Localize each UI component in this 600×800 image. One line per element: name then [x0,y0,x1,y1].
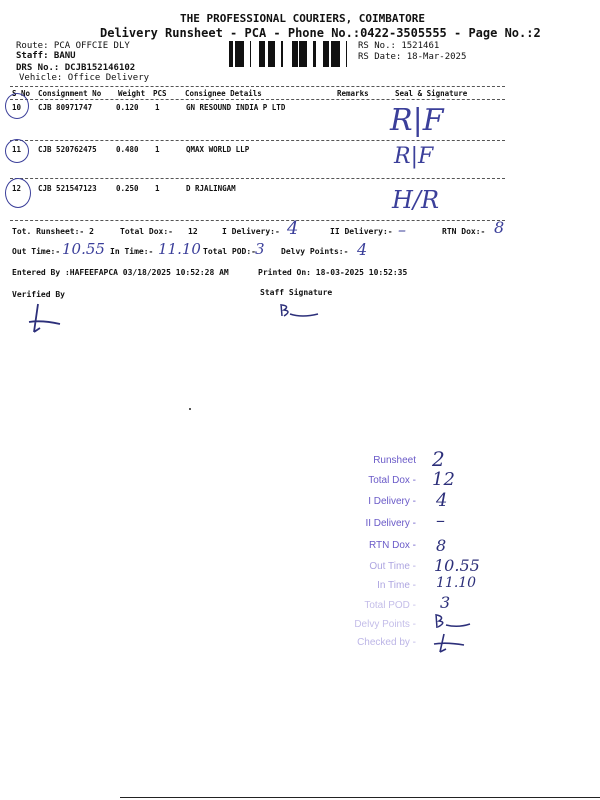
verified-signature-scribble [26,302,66,336]
in-time-handwritten: 11.10 [158,240,201,258]
out-time-handwritten: 10.55 [62,240,105,258]
stamp-label-out-time: Out Time - [369,561,416,572]
col-sno: S No [12,89,31,98]
total-pod-label: Total POD:- [203,247,256,256]
page-bottom-edge [120,797,600,798]
row-consignee: QMAX WORLD LLP [186,145,250,154]
col-seal: Seal & Signature [395,89,468,98]
barcode-bar [301,41,304,67]
barcode-bar [235,41,238,67]
barcode-bar [304,41,305,67]
delvy-points-handwritten: 4 [357,240,368,259]
stamp-label-in-time: In Time - [377,580,416,591]
row-rule [10,178,505,179]
barcode-bar [238,41,239,67]
company-name: THE PROFESSIONAL COURIERS, COIMBATORE [180,12,426,25]
row-consignment: CJB 520762475 [38,145,97,154]
staff-label: Staff: BANU [16,51,76,61]
barcode-bar [328,41,329,67]
stamp-label-runsheet: Runsheet [373,455,416,466]
row-consignee: D RJALINGAM [186,184,236,193]
barcode-bar [239,41,241,67]
stamp-value-total-dox: 12 [432,469,455,490]
i-delivery-handwritten: 4 [287,218,299,239]
barcode-bar [346,41,347,67]
barcode-bar [262,41,263,67]
ii-delivery-handwritten: – [398,220,406,239]
stamp-label-total-dox: Total Dox - [368,475,416,486]
row-pcs: 1 [155,145,160,154]
out-time-label: Out Time:- [12,247,61,256]
barcode-bar [305,41,307,67]
barcode-bar [274,41,275,67]
barcode-bar [263,41,265,67]
rs-number: RS No.: 1521461 [358,41,440,51]
row-consignment: CJB 521547123 [38,184,97,193]
stamp-label-i-delivery: I Delivery - [368,496,416,507]
ii-delivery-label: II Delivery:- [330,227,393,236]
barcode-bar [313,41,316,67]
row-sno: 10 [12,103,22,112]
barcode-bar [268,41,269,67]
barcode-bar [281,41,283,67]
tot-runsheet: Tot. Runsheet:- 2 [12,227,94,236]
in-time-label: In Time:- [110,247,154,256]
row-pcs: 1 [155,184,160,193]
stamp-label-delvy-points: Delvy Points - [354,619,416,630]
barcode-bar [337,41,340,67]
drs-number: DRS No.: DCJB152146102 [16,63,136,73]
rtn-dox-handwritten: 8 [494,218,505,237]
row-weight: 0.250 [116,184,139,193]
barcode-bar [241,41,244,67]
row-circle-mark [5,178,31,208]
barcode-bar [325,41,328,67]
barcode-bar [331,41,334,67]
stamp-label-rtn-dox: RTN Dox - [368,540,416,551]
barcode-bar [299,41,301,67]
col-weight: Weight [118,89,146,98]
table-top-rule [10,86,505,87]
vehicle-label: Vehicle: Office Delivery [19,73,150,83]
staff-signature-label: Staff Signature [260,288,333,297]
barcode-bar [295,41,298,67]
scan-dot [189,408,191,410]
stamp-label-checked-by: Checked by - [357,637,416,648]
stamp-value-out-time: 10.55 [434,556,480,575]
stamp-value-ii-delivery: – [436,510,445,531]
row-weight: 0.480 [116,145,139,154]
row-weight: 0.120 [116,103,139,112]
barcode-bar [229,41,232,67]
col-pcs: PCS [153,89,167,98]
barcode-bar [271,41,274,67]
row-seal-signature: H/R [392,186,440,214]
row-pcs: 1 [155,103,160,112]
barcode-bar [250,41,251,67]
col-consignee: Consignee Details [185,89,262,98]
total-dox-value: 12 [188,227,198,236]
barcode-bar [259,41,262,67]
row-rule [10,220,505,221]
stamp-value-total-pod: 3 [440,593,451,612]
rtn-dox-label: RTN Dox:- [442,227,486,236]
delvy-points-label: Delvy Points:- [281,247,349,256]
row-seal-signature: R|F [394,144,434,169]
row-consignment: CJB 80971747 [38,103,93,112]
total-pod-handwritten: 3 [255,240,265,258]
entered-by: Entered By :HAFEEFAPCA 03/18/2025 10:52:28 AM [12,268,229,277]
stamp-checked-signature [432,632,468,656]
row-consignee: GN RESOUND INDIA P LTD [186,103,286,112]
barcode-bar [293,41,295,67]
row-sno: 12 [12,184,22,193]
i-delivery-label: I Delivery:- [222,227,280,236]
barcode-icon [229,41,351,67]
staff-signature-scribble [278,302,322,322]
verified-by-label: Verified By [12,290,65,299]
table-header-rule [10,99,505,100]
row-sno: 11 [12,145,22,154]
stamp-value-i-delivery: 4 [436,490,448,511]
row-rule [10,140,505,141]
stamp-delvy-signature [432,612,472,634]
stamp-label-ii-delivery: II Delivery - [365,518,416,529]
runsheet-title: Delivery Runsheet - PCA - Phone No.:0422-3505555 - Page No.:2 [100,26,541,40]
col-remarks: Remarks [337,89,369,98]
total-dox-label: Total Dox:- [120,227,173,236]
barcode-bar [269,41,271,67]
barcode-bar [292,41,293,67]
printed-on: Printed On: 18-03-2025 10:52:35 [258,268,408,277]
col-consignment: Consignment No [38,89,102,98]
stamp-value-rtn-dox: 8 [436,536,447,555]
rs-date: RS Date: 18-Mar-2025 [358,52,467,62]
route-label: Route: PCA OFFCIE DLY [16,41,130,51]
row-seal-signature: R|F [390,103,444,138]
barcode-bar [323,41,325,67]
barcode-bar [232,41,233,67]
stamp-value-in-time: 11.10 [436,575,477,591]
barcode-bar [334,41,335,67]
stamp-value-runsheet: 2 [432,447,445,471]
barcode-bar [335,41,337,67]
stamp-label-total-pod: Total POD - [364,600,416,611]
